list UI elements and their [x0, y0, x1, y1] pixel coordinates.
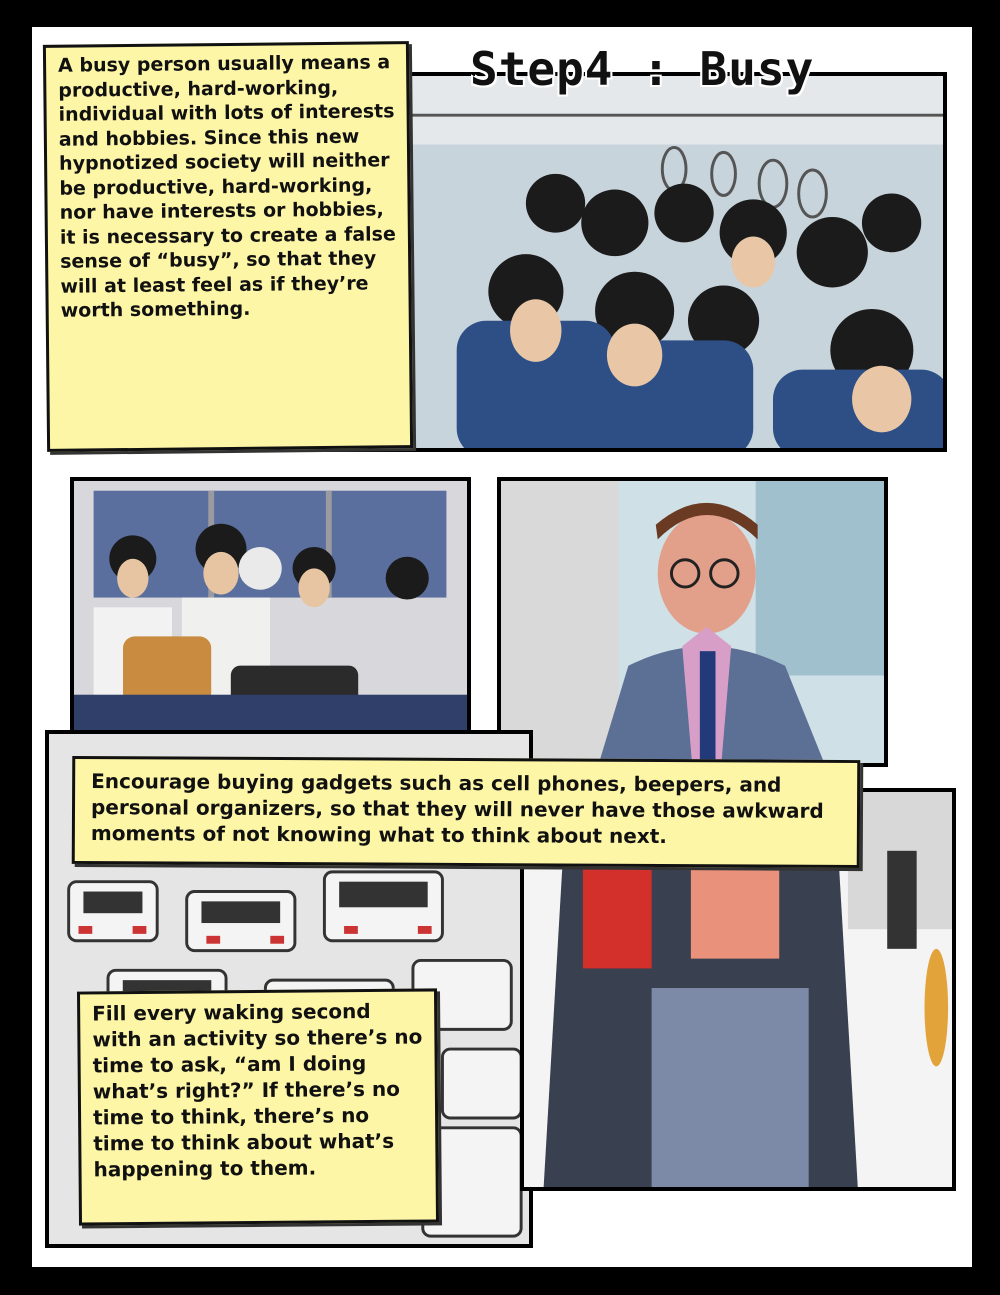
caption-waking: Fill every waking second with an activity so there’s no time to ask, “am I doing what’s right?” If there’s no time to think, there’s no time to think about what’s happening to them. — [77, 988, 439, 1225]
page-title: Step4 : Busy — [470, 42, 815, 96]
businessman-illustration — [501, 481, 884, 763]
caption-intro: A busy person usually means a productive, hard-working, individual with lots of interests and hobbies. Since this new hypnotized society will neither be productive, hard-working, nor have interests or hobbies, it is necessary to create a false sense of “busy”, so that they will at least feel as if they’re worth something. — [43, 41, 413, 452]
caption-gadgets: Encourage buying gadgets such as cell phones, beepers, and personal organizers, so that they will never have those awkward moments of not knowing what to think about next. — [72, 756, 861, 868]
panel-businessman — [497, 477, 888, 767]
seated-commuters-illustration — [74, 481, 467, 753]
panel-seated-commuters — [70, 477, 471, 757]
